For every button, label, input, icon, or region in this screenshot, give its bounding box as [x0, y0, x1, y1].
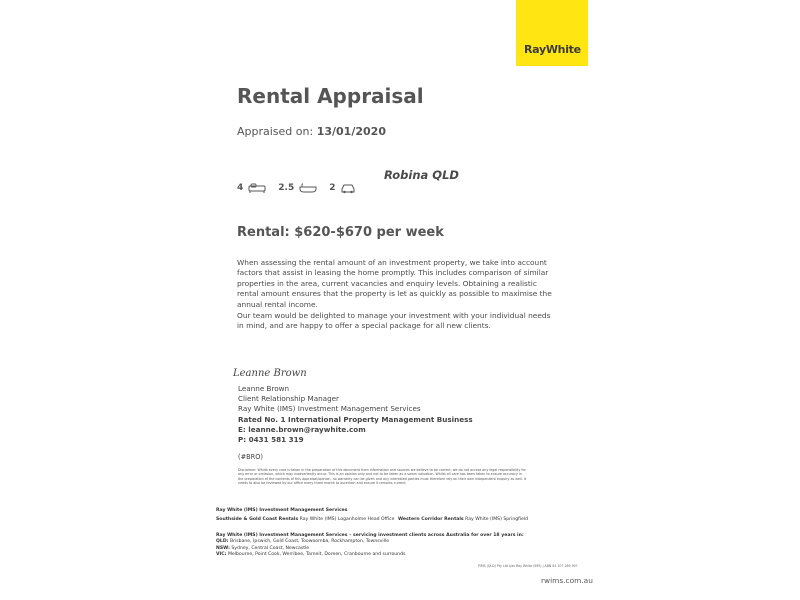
western-office-group [398, 517, 528, 522]
service-areas [216, 533, 524, 558]
car-space-count: 2 [329, 183, 336, 193]
southside-label: Southside & Gold Coast Rentals [216, 517, 299, 522]
contact-email[interactable]: E: leanne.brown@raywhite.com [238, 424, 366, 434]
car-icon [340, 183, 356, 194]
servicing-statement: Ray White (IMS) Investment Management Services – servicing investment clients across Australia for over 18 years in: [216, 533, 524, 538]
western-label: Western Corridor Rentals [398, 517, 464, 522]
rental-range: Rental: $620-$670 per week [237, 225, 444, 240]
management-paragraph: Our team would be delighted to manage your investment with your individual needs in mind, and are happy to offer a special package for all new clients. [237, 311, 551, 331]
southside-office: Ray White (IMS) Loganholme Head Office [299, 517, 395, 522]
contact-rating: Rated No. 1 International Property Management Business [238, 414, 473, 424]
area-row [216, 552, 524, 558]
property-features [237, 181, 368, 195]
appraisal-date-label: Appraised on: [237, 125, 314, 138]
disclaimer: Disclaimer: Whilst every care is taken in the preparation of this document from information and sources we believe to be correct, we do not accept any legal responsibility for any error or omission, which may inadvertently occur. This is an opinion only and not to be taken as a sworn valuation. Whilst all care has been taken to ensure accuracy in the preparation of the contents of this appraisal/opinion, no warranty can be given and any interested parties must therefore rely on their own independent enquiry as well. It needs to also be reviewed by our office every three month to ascertain and ensure it remains current. [238, 468, 527, 485]
contact-phone[interactable]: P: 0431 581 319 [238, 435, 304, 445]
western-office: Ray White (IMS) Springfield [465, 517, 529, 522]
appraisal-paragraph: When assessing the rental amount of an investment property, we take into account factors that assist in leasing the home promptly. This includes comparison of similar properties in the area, current vacancies and enquiry levels. Obtaining a realistic rental amount ensures that the property is let as quickly as possible to maximise the annual rental income. [237, 258, 552, 309]
area-state: VIC: [216, 551, 227, 557]
logo-text: RayWhite [524, 43, 581, 56]
contact-block [238, 384, 473, 445]
contact-company: Ray White (IMS) Investment Management Services [238, 404, 421, 414]
website-link[interactable]: rwims.com.au [541, 576, 593, 585]
bedroom-count: 4 [237, 183, 244, 193]
bath-icon [299, 183, 317, 194]
page-title: Rental Appraisal [237, 84, 424, 108]
bed-icon [248, 183, 266, 194]
appraisal-date [237, 125, 386, 138]
area-state: QLD: [216, 539, 229, 545]
handwritten-signature: Leanne Brown [233, 368, 307, 379]
contact-role: Client Relationship Manager [238, 394, 340, 404]
contact-name: Leanne Brown [238, 384, 290, 393]
area-places: Melbourne, Point Cook, Werribee, Tarneit, Doreen, Cranbourne and surrounds [227, 551, 406, 557]
footer-company [216, 508, 348, 515]
raywhite-logo [516, 0, 588, 66]
property-location: Robina QLD [384, 168, 459, 182]
footer-company-name: Ray White (IMS) Investment Management Services [216, 508, 348, 513]
appraisal-date-value: 13/01/2020 [316, 125, 386, 138]
bathroom-count: 2.5 [278, 183, 295, 193]
reference-code: (#BRO) [238, 453, 263, 461]
license-line: PIMS (QLD) Pty Ltd t/as Ray White (IMS) | ABN 61 107 289 907 [478, 564, 578, 568]
area-places: Sydney, Central Coast, Newcastle [231, 545, 310, 551]
footer-offices [216, 517, 529, 522]
area-state: NSW: [216, 545, 230, 551]
area-places: Brisbane, Ipswich, Gold Coast, Toowoomba, Rockhampton, Townsville [229, 539, 390, 545]
